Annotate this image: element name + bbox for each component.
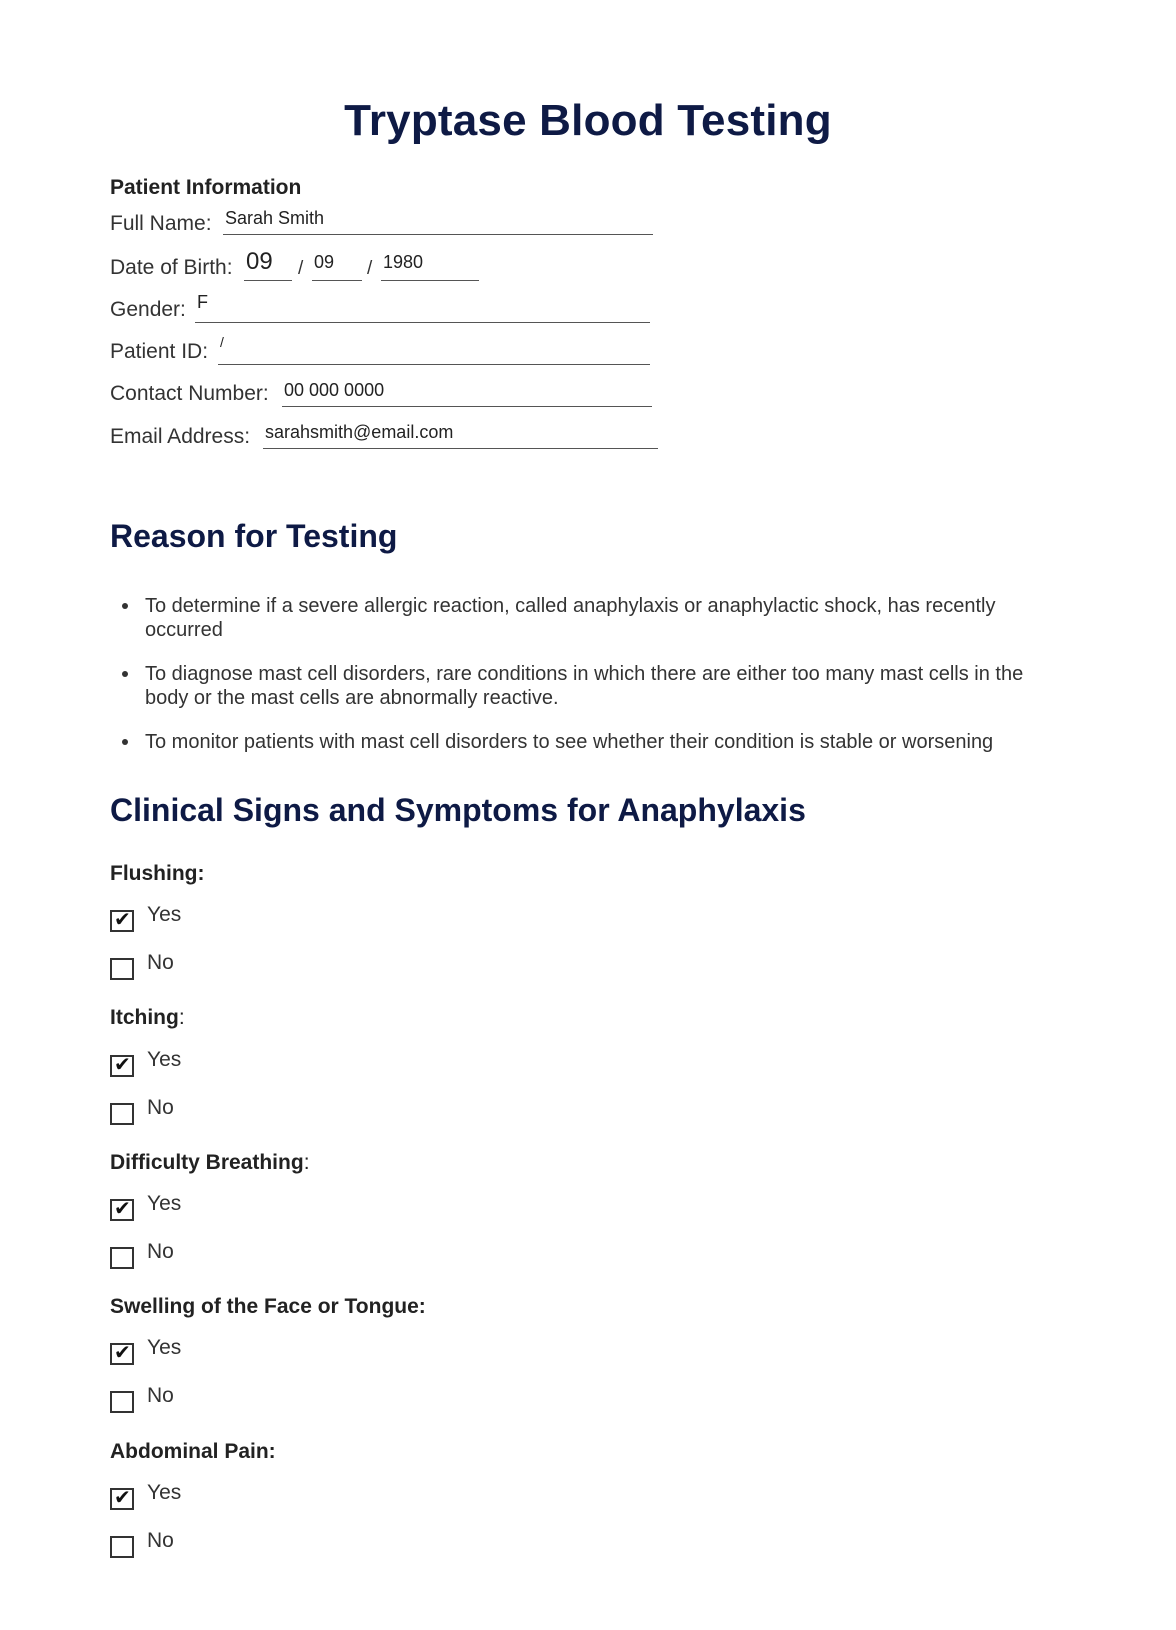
clinical-heading: Clinical Signs and Symptoms for Anaphylaxis [110, 792, 806, 828]
breathing-yes-option[interactable] [110, 1193, 181, 1223]
checkbox[interactable] [110, 958, 134, 980]
dob-separator: / [298, 258, 304, 279]
patient-id-value: / [220, 334, 224, 350]
checkbox[interactable] [110, 1485, 134, 1510]
dob-month-field[interactable] [312, 252, 362, 281]
patient-id-label: Patient ID: [110, 340, 209, 363]
checkbox[interactable] [110, 1391, 134, 1413]
dob-month-value: 09 [314, 252, 335, 272]
full-name-value: Sarah Smith [225, 208, 325, 228]
checkbox[interactable] [110, 1247, 134, 1269]
itching-no-option[interactable] [110, 1097, 174, 1127]
dob-day-value: 09 [246, 248, 273, 275]
check-icon: ✔ [114, 1485, 131, 1509]
reason-text: To monitor patients with mast cell disorders to see whether their condition is stable or worsening [145, 731, 994, 753]
option-label: Yes [147, 903, 182, 926]
abdominal-yes-option[interactable] [110, 1482, 181, 1512]
contact-field[interactable] [282, 382, 652, 407]
list-item [110, 594, 1050, 642]
dob-label: Date of Birth: [110, 256, 233, 279]
dob-year-field[interactable] [381, 252, 479, 281]
option-label: Yes [147, 1192, 182, 1215]
option-label: No [147, 951, 174, 974]
reason-list [110, 594, 1050, 774]
option-label: No [147, 1384, 174, 1407]
page-title: Tryptase Blood Testing [344, 96, 832, 145]
dob-separator: / [367, 258, 373, 279]
itching-yes-option[interactable] [110, 1049, 181, 1079]
question-label: Flushing: [110, 862, 205, 885]
option-label: Yes [147, 1048, 182, 1071]
reason-text: To diagnose mast cell disorders, rare conditions in which there are either too many mast cells in the body or the mast cells are abnormally reactive. [145, 663, 1024, 709]
gender-value: F [197, 292, 208, 312]
option-label: Yes [147, 1481, 182, 1504]
bullet-icon [122, 739, 128, 745]
gender-field[interactable] [195, 292, 650, 323]
dob-day-field[interactable] [244, 248, 292, 281]
option-label: No [147, 1529, 174, 1552]
check-icon: ✔ [114, 1052, 131, 1076]
question-label: Difficulty Breathing: [110, 1151, 310, 1174]
question-label: Abdominal Pain: [110, 1440, 276, 1463]
checkbox[interactable] [110, 1536, 134, 1558]
email-label: Email Address: [110, 425, 251, 448]
list-item [110, 730, 1050, 754]
reason-text: To determine if a severe allergic reaction, called anaphylaxis or anaphylactic shock, has recently occurred [145, 595, 996, 641]
swelling-yes-option[interactable] [110, 1337, 181, 1367]
swelling-no-option[interactable] [110, 1385, 174, 1415]
breathing-no-option[interactable] [110, 1241, 174, 1271]
checkbox[interactable] [110, 1103, 134, 1125]
option-label: No [147, 1096, 174, 1119]
patient-info-heading: Patient Information [110, 176, 302, 199]
option-label: No [147, 1240, 174, 1263]
checkbox[interactable] [110, 1340, 134, 1365]
checkbox[interactable] [110, 907, 134, 932]
checkbox[interactable] [110, 1052, 134, 1077]
contact-label: Contact Number: [110, 382, 269, 405]
bullet-icon [122, 671, 128, 677]
contact-value: 00 000 0000 [284, 380, 385, 400]
check-icon: ✔ [114, 907, 131, 931]
flushing-yes-option[interactable] [110, 904, 181, 934]
list-item [110, 662, 1050, 710]
full-name-label: Full Name: [110, 212, 212, 235]
check-icon: ✔ [114, 1340, 131, 1364]
flushing-no-option[interactable] [110, 952, 174, 982]
gender-label: Gender: [110, 298, 186, 321]
abdominal-no-option[interactable] [110, 1530, 174, 1560]
bullet-icon [122, 603, 128, 609]
checkbox[interactable] [110, 1196, 134, 1221]
reason-heading: Reason for Testing [110, 518, 398, 554]
question-label: Swelling of the Face or Tongue: [110, 1295, 426, 1318]
email-field[interactable] [263, 424, 658, 449]
dob-year-value: 1980 [383, 252, 424, 272]
check-icon: ✔ [114, 1196, 131, 1220]
question-label: Itching: [110, 1006, 185, 1029]
option-label: Yes [147, 1336, 182, 1359]
full-name-field[interactable] [223, 210, 653, 235]
email-value: sarahsmith@email.com [265, 422, 454, 442]
patient-id-field[interactable] [218, 334, 650, 365]
